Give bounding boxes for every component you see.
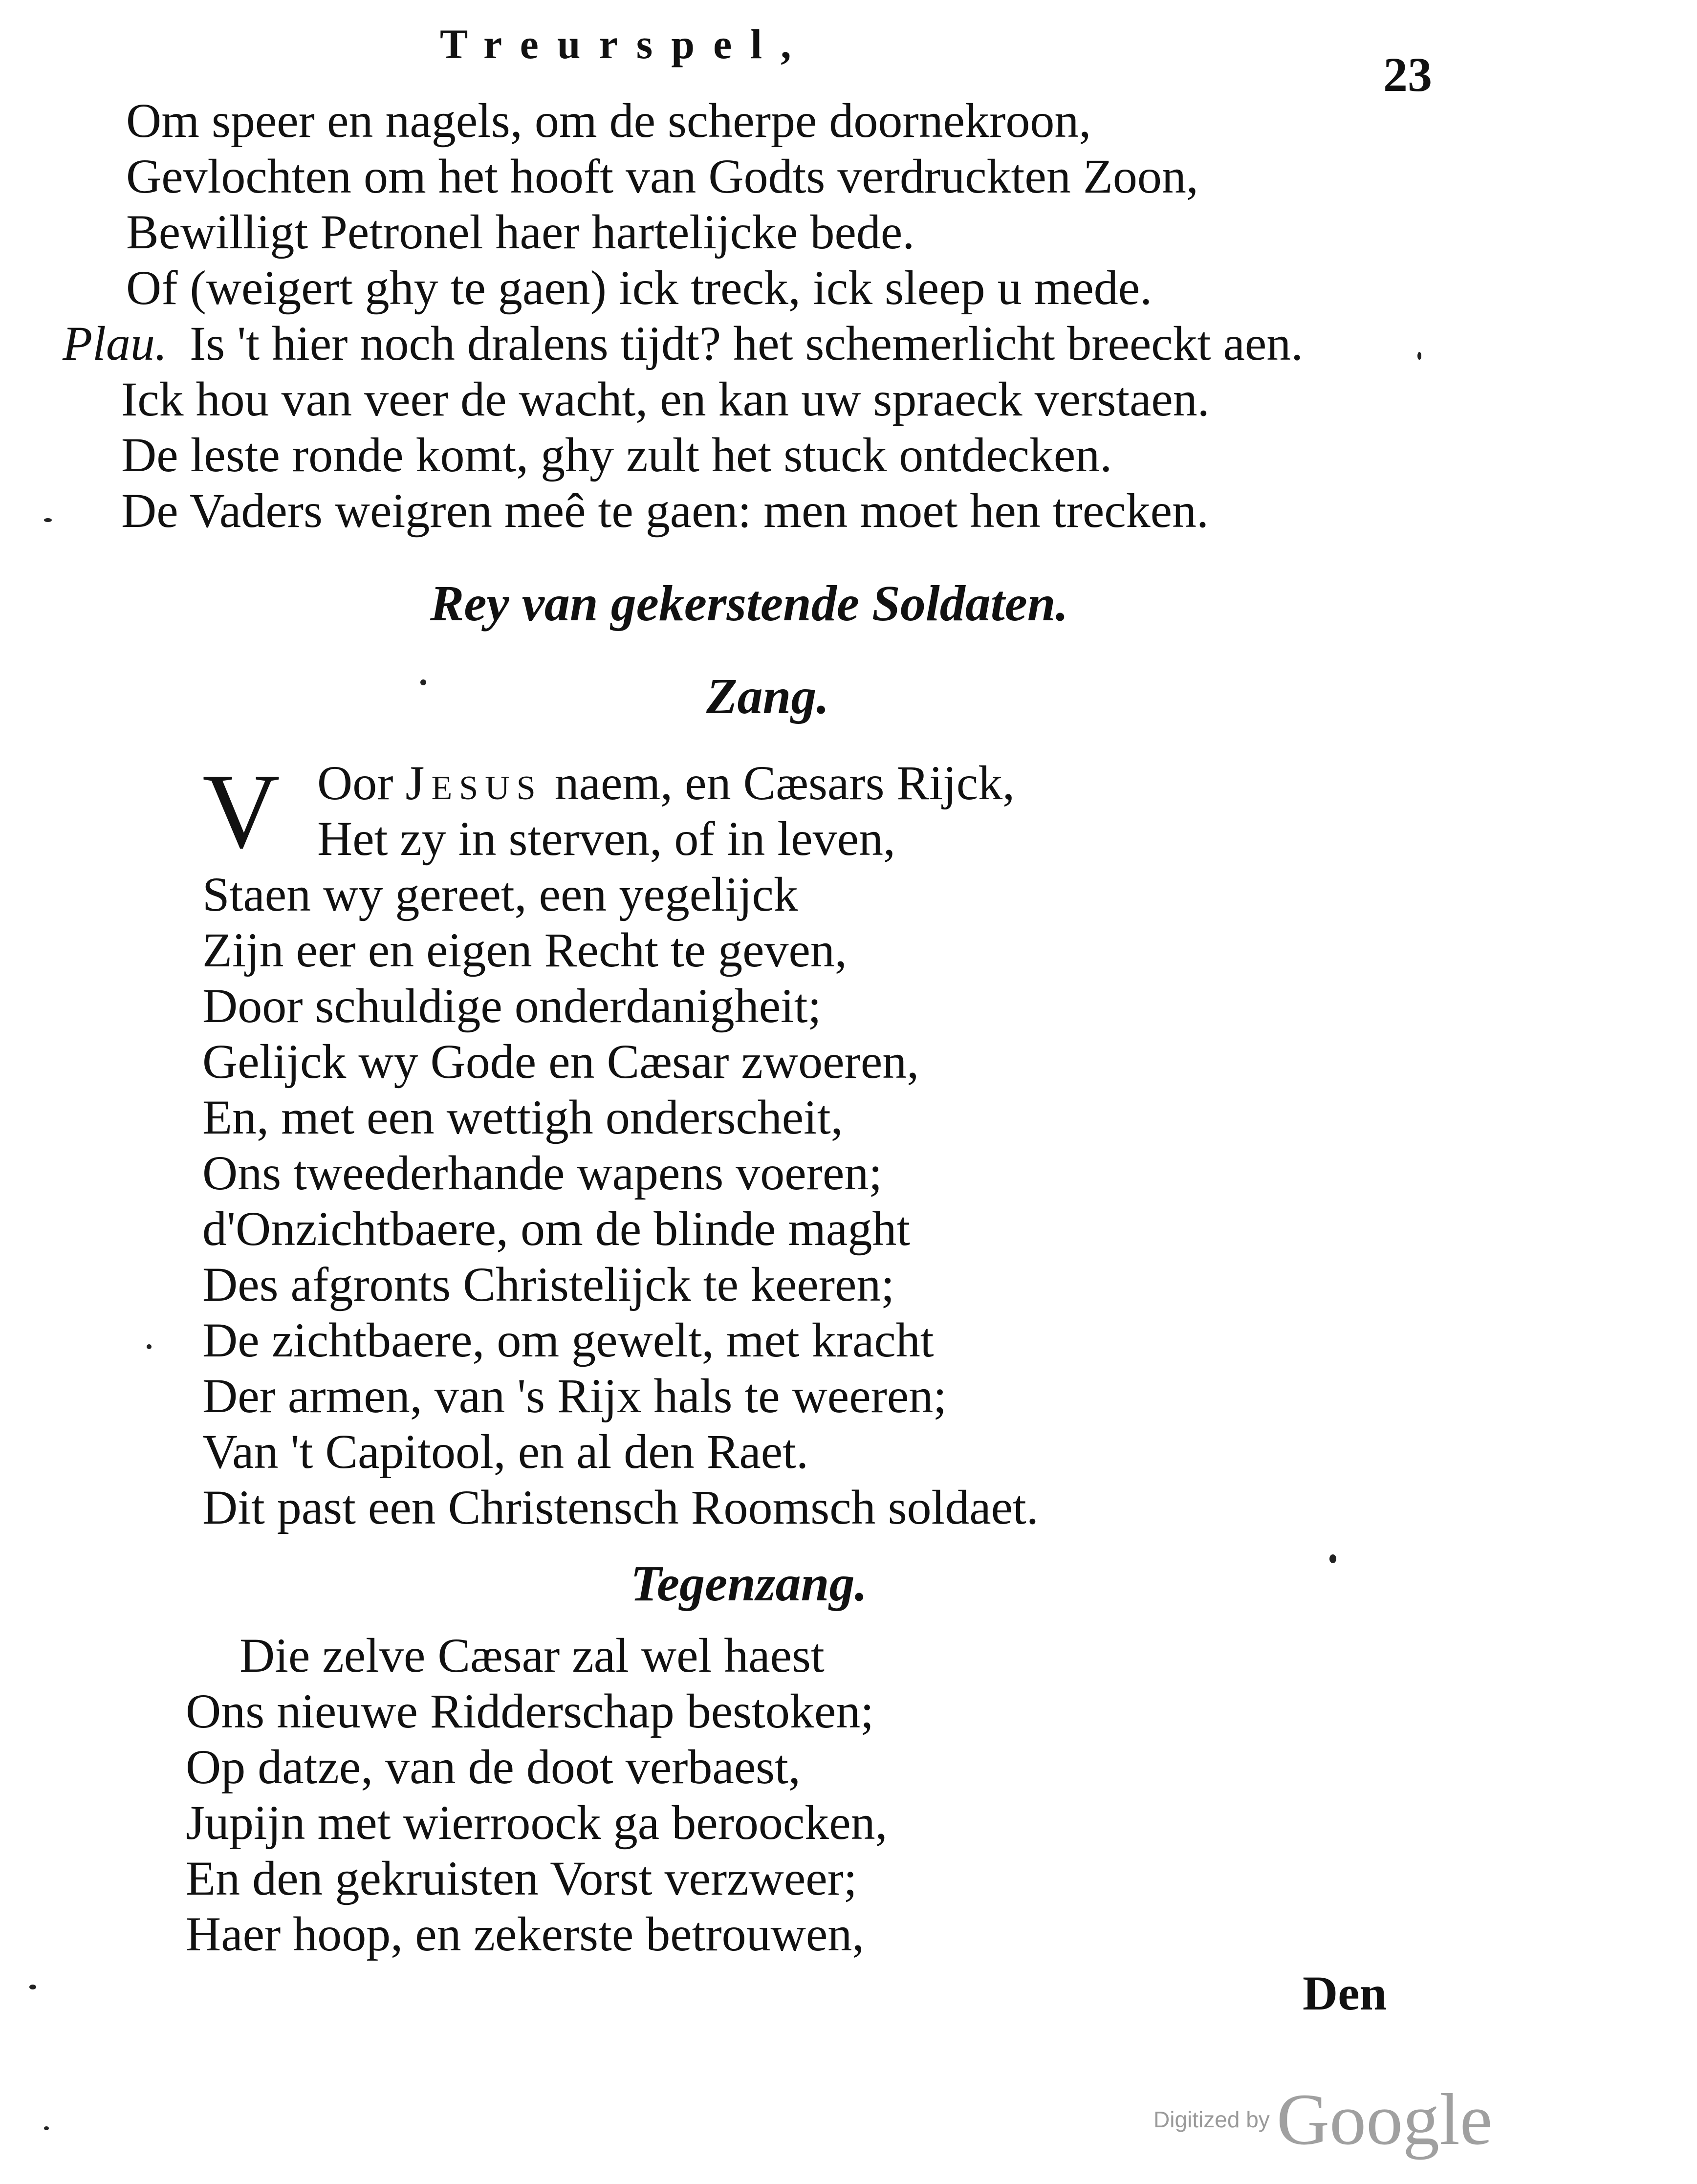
verse-line: Die zelve Cæsar zal wel haest bbox=[239, 1628, 825, 1682]
scan-speck bbox=[147, 1344, 152, 1349]
verse-line: Op datze, van de doot verbaest, bbox=[186, 1740, 801, 1794]
verse-line: Ons tweederhande wapens voeren; bbox=[202, 1146, 883, 1200]
zang-stanza bbox=[202, 751, 1039, 1535]
verse-line: Dit past een Christensch Roomsch soldaet. bbox=[202, 1480, 1039, 1534]
scene-end-verse bbox=[63, 93, 1303, 539]
google-watermark: Digitized byGoogle bbox=[1153, 2079, 1493, 2160]
verse-line: De Vaders weigren meê te gaen: men moet hen trecken. bbox=[121, 483, 1209, 538]
tegenzang-heading: Tegenzang. bbox=[631, 1555, 868, 1612]
catchword: Den bbox=[1303, 1966, 1387, 2020]
google-logo: Google bbox=[1276, 2079, 1493, 2160]
chorus-title: Rey van gekerstende Soldaten. bbox=[430, 575, 1068, 632]
zang-heading: Zang. bbox=[706, 668, 829, 724]
running-title: Treurspel, bbox=[440, 21, 810, 67]
page-number: 23 bbox=[1383, 47, 1432, 102]
verse-line: Om speer en nagels, om de scherpe doornekroon, bbox=[126, 93, 1091, 148]
verse-line: Jupijn met wierroock ga beroocken, bbox=[186, 1795, 888, 1850]
verse-line: Ick hou van veer de wacht, en kan uw spraeck verstaen. bbox=[121, 372, 1210, 426]
speaker-label: Plau. bbox=[63, 316, 167, 371]
scan-speck bbox=[1329, 1554, 1336, 1563]
scan-speck bbox=[1417, 352, 1421, 360]
verse-line: En, met een wettigh onderscheit, bbox=[202, 1090, 843, 1144]
verse-line: Door schuldige onderdanigheit; bbox=[202, 979, 822, 1033]
scan-speck bbox=[44, 2126, 49, 2130]
verse-line: Zijn eer en eigen Recht te geven, bbox=[202, 923, 847, 977]
scan-speck bbox=[44, 518, 52, 522]
verse-line: Plau. Is 't hier noch dralens tijdt? het schemerlicht breeckt aen. bbox=[63, 316, 1304, 371]
verse-line: d'Onzichtbaere, om de blinde maght bbox=[202, 1201, 911, 1256]
verse-line: Gelijck wy Gode en Cæsar zwoeren, bbox=[202, 1034, 919, 1089]
verse-line: Der armen, van 's Rijx hals te weeren; bbox=[202, 1369, 947, 1423]
verse-line: En den gekruisten Vorst verzweer; bbox=[186, 1851, 857, 1905]
tegenzang-stanza bbox=[186, 1628, 888, 1962]
verse-line: Het zy in sterven, of in leven, bbox=[317, 811, 895, 866]
verse-line: Of (weigert ghy te gaen) ick treck, ick sleep u mede. bbox=[126, 261, 1153, 315]
verse-line: Oor Jesus naem, en Cæsars Rijck, bbox=[317, 756, 1015, 810]
verse-line: Van 't Capitool, en al den Raet. bbox=[202, 1424, 808, 1479]
verse-line: Staen wy gereet, een yegelijck bbox=[202, 867, 798, 921]
verse-line: De leste ronde komt, ghy zult het stuck ontdecken. bbox=[121, 428, 1112, 482]
verse-line: Des afgronts Christelijck te keeren; bbox=[202, 1257, 895, 1311]
verse-line: De zichtbaere, om gewelt, met kracht bbox=[202, 1313, 934, 1367]
verse-line: Bewilligt Petronel haer hartelijcke bede. bbox=[126, 205, 915, 259]
verse-line: Haer hoop, en zekerste betrouwen, bbox=[186, 1907, 865, 1961]
scan-speck bbox=[29, 1985, 36, 1989]
drop-cap: V bbox=[202, 751, 280, 871]
verse-line: Gevlochten om het hooft van Godts verdruckten Zoon, bbox=[126, 149, 1198, 203]
verse-line: Ons nieuwe Ridderschap bestoken; bbox=[186, 1684, 874, 1738]
scan-speck bbox=[420, 679, 426, 685]
